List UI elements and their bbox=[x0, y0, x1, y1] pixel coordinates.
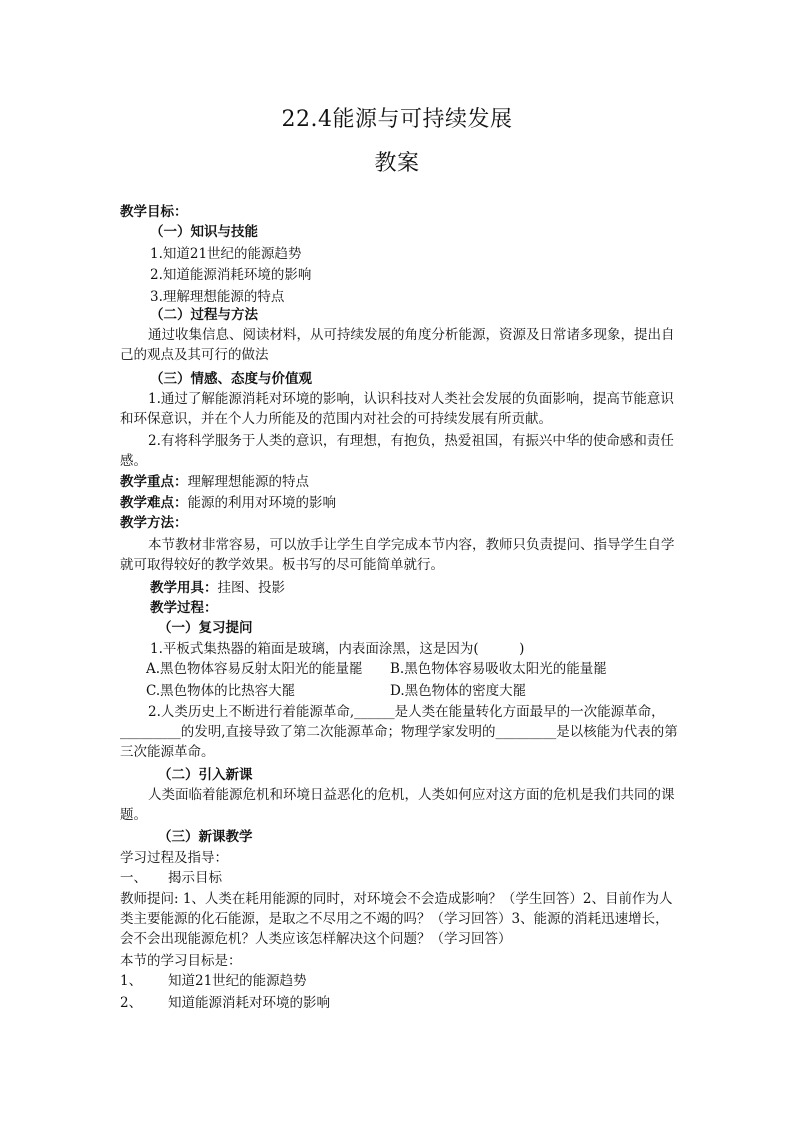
goal-1-row bbox=[120, 971, 307, 991]
new-lesson-heading: （三）新课教学 bbox=[158, 829, 253, 845]
question-2: 2.人类历史上不断进行着能源革命,______是人类在能量转化方面最早的一次能源革命，_________的发明,直接导致了第二次能源革命；物理学家发明的_________是以核能为代表的第三次能源革命。 bbox=[120, 704, 678, 760]
goal-2-row bbox=[120, 993, 330, 1013]
option-d: D.黑色物体的密度大罷 bbox=[390, 683, 527, 699]
step-1-number: 一、 bbox=[120, 870, 147, 886]
knowledge-item-1: 1.知道21世纪的能源趋势 bbox=[150, 246, 302, 262]
intro-heading: （二）引入新课 bbox=[158, 767, 253, 783]
page-title: 22.4能源与可持续发展 bbox=[281, 107, 513, 132]
goal-2-text: 知道能源消耗对环境的影响 bbox=[168, 995, 330, 1011]
goals-intro: 本节的学习目标是： bbox=[120, 953, 242, 969]
key-point-row bbox=[120, 472, 309, 492]
tools-label: 教学用具： bbox=[150, 580, 218, 596]
attitude-paragraph-1: 1.通过了解能源消耗对环境的影响，认识科技对人类社会发展的负面影响，提高节能意识和环保意识，并在个人力所能及的范围内对社会的可持续发展有所贡献。 bbox=[120, 391, 674, 427]
option-a: A.黑色物体容易反射太阳光的能量罷 bbox=[146, 661, 363, 677]
section-knowledge-heading: （一）知识与技能 bbox=[150, 224, 258, 240]
key-point-label: 教学重点： bbox=[120, 474, 188, 490]
process-paragraph: 通过收集信息、阅读材料，从可持续发展的角度分析能源，资源及日常诸多现象，提出自己的观点及其可行的做法 bbox=[120, 327, 675, 363]
objectives-heading: 教学目标： bbox=[120, 204, 188, 220]
review-heading: （一）复习提问 bbox=[158, 620, 253, 636]
option-b: B.黑色物体容易吸收太阳光的能量罷 bbox=[390, 661, 607, 677]
step-1-text: 揭示目标 bbox=[168, 870, 222, 886]
knowledge-item-3: 3.理解理想能源的特点 bbox=[150, 289, 285, 305]
difficulty-text: 能源的利用对环境的影响 bbox=[187, 495, 336, 511]
method-heading: 教学方法： bbox=[120, 515, 188, 531]
process-heading: 教学过程： bbox=[150, 600, 218, 616]
goal-2-number: 2、 bbox=[120, 995, 143, 1011]
teacher-questions: 教师提问: 1、人类在耗用能源的同时，对环境会不会造成影响？（学生回答）2、目前作为人类主要能源的化石能源，是取之不尽用之不竭的吗？（学习回答）3、能源的消耗迅速增长，会不会出现能源危机？人类应该怎样解决这个问题？（学习回答） bbox=[120, 891, 673, 947]
option-c: C.黑色物体的比热容大罷 bbox=[146, 683, 296, 699]
difficulty-label: 教学难点： bbox=[120, 495, 188, 511]
section-attitude-heading: （三）情感、态度与价值观 bbox=[150, 371, 312, 387]
page-subtitle: 教案 bbox=[374, 151, 420, 176]
goal-1-text: 知道21世纪的能源趋势 bbox=[168, 973, 307, 989]
question-1: 1.平板式集热器的箱面是玻璃，内表面涂黑，这是因为( ) bbox=[150, 641, 525, 657]
intro-paragraph: 人类面临着能源危机和环境日益恶化的危机，人类如何应对这方面的危机是我们共同的课题。 bbox=[120, 787, 675, 823]
method-paragraph: 本节教材非常容易，可以放手让学生自学完成本节内容，教师只负责提问、指导学生自学就可取得较好的教学效果。板书写的尽可能简单就行。 bbox=[120, 537, 675, 573]
knowledge-item-2: 2.知道能源消耗环境的影响 bbox=[150, 267, 312, 283]
step-1-row bbox=[120, 868, 222, 888]
guide-line: 学习过程及指导： bbox=[120, 850, 228, 866]
tools-text: 挂图、投影 bbox=[217, 580, 285, 596]
tools-row bbox=[150, 578, 285, 598]
goal-1-number: 1、 bbox=[120, 973, 143, 989]
section-process-heading: （二）过程与方法 bbox=[150, 307, 258, 323]
key-point-text: 理解理想能源的特点 bbox=[187, 474, 309, 490]
difficulty-row bbox=[120, 493, 336, 513]
attitude-paragraph-2: 2.有将科学服务于人类的意识，有理想，有抱负，热爱祖国，有振兴中华的使命感和责任感。 bbox=[120, 433, 674, 469]
